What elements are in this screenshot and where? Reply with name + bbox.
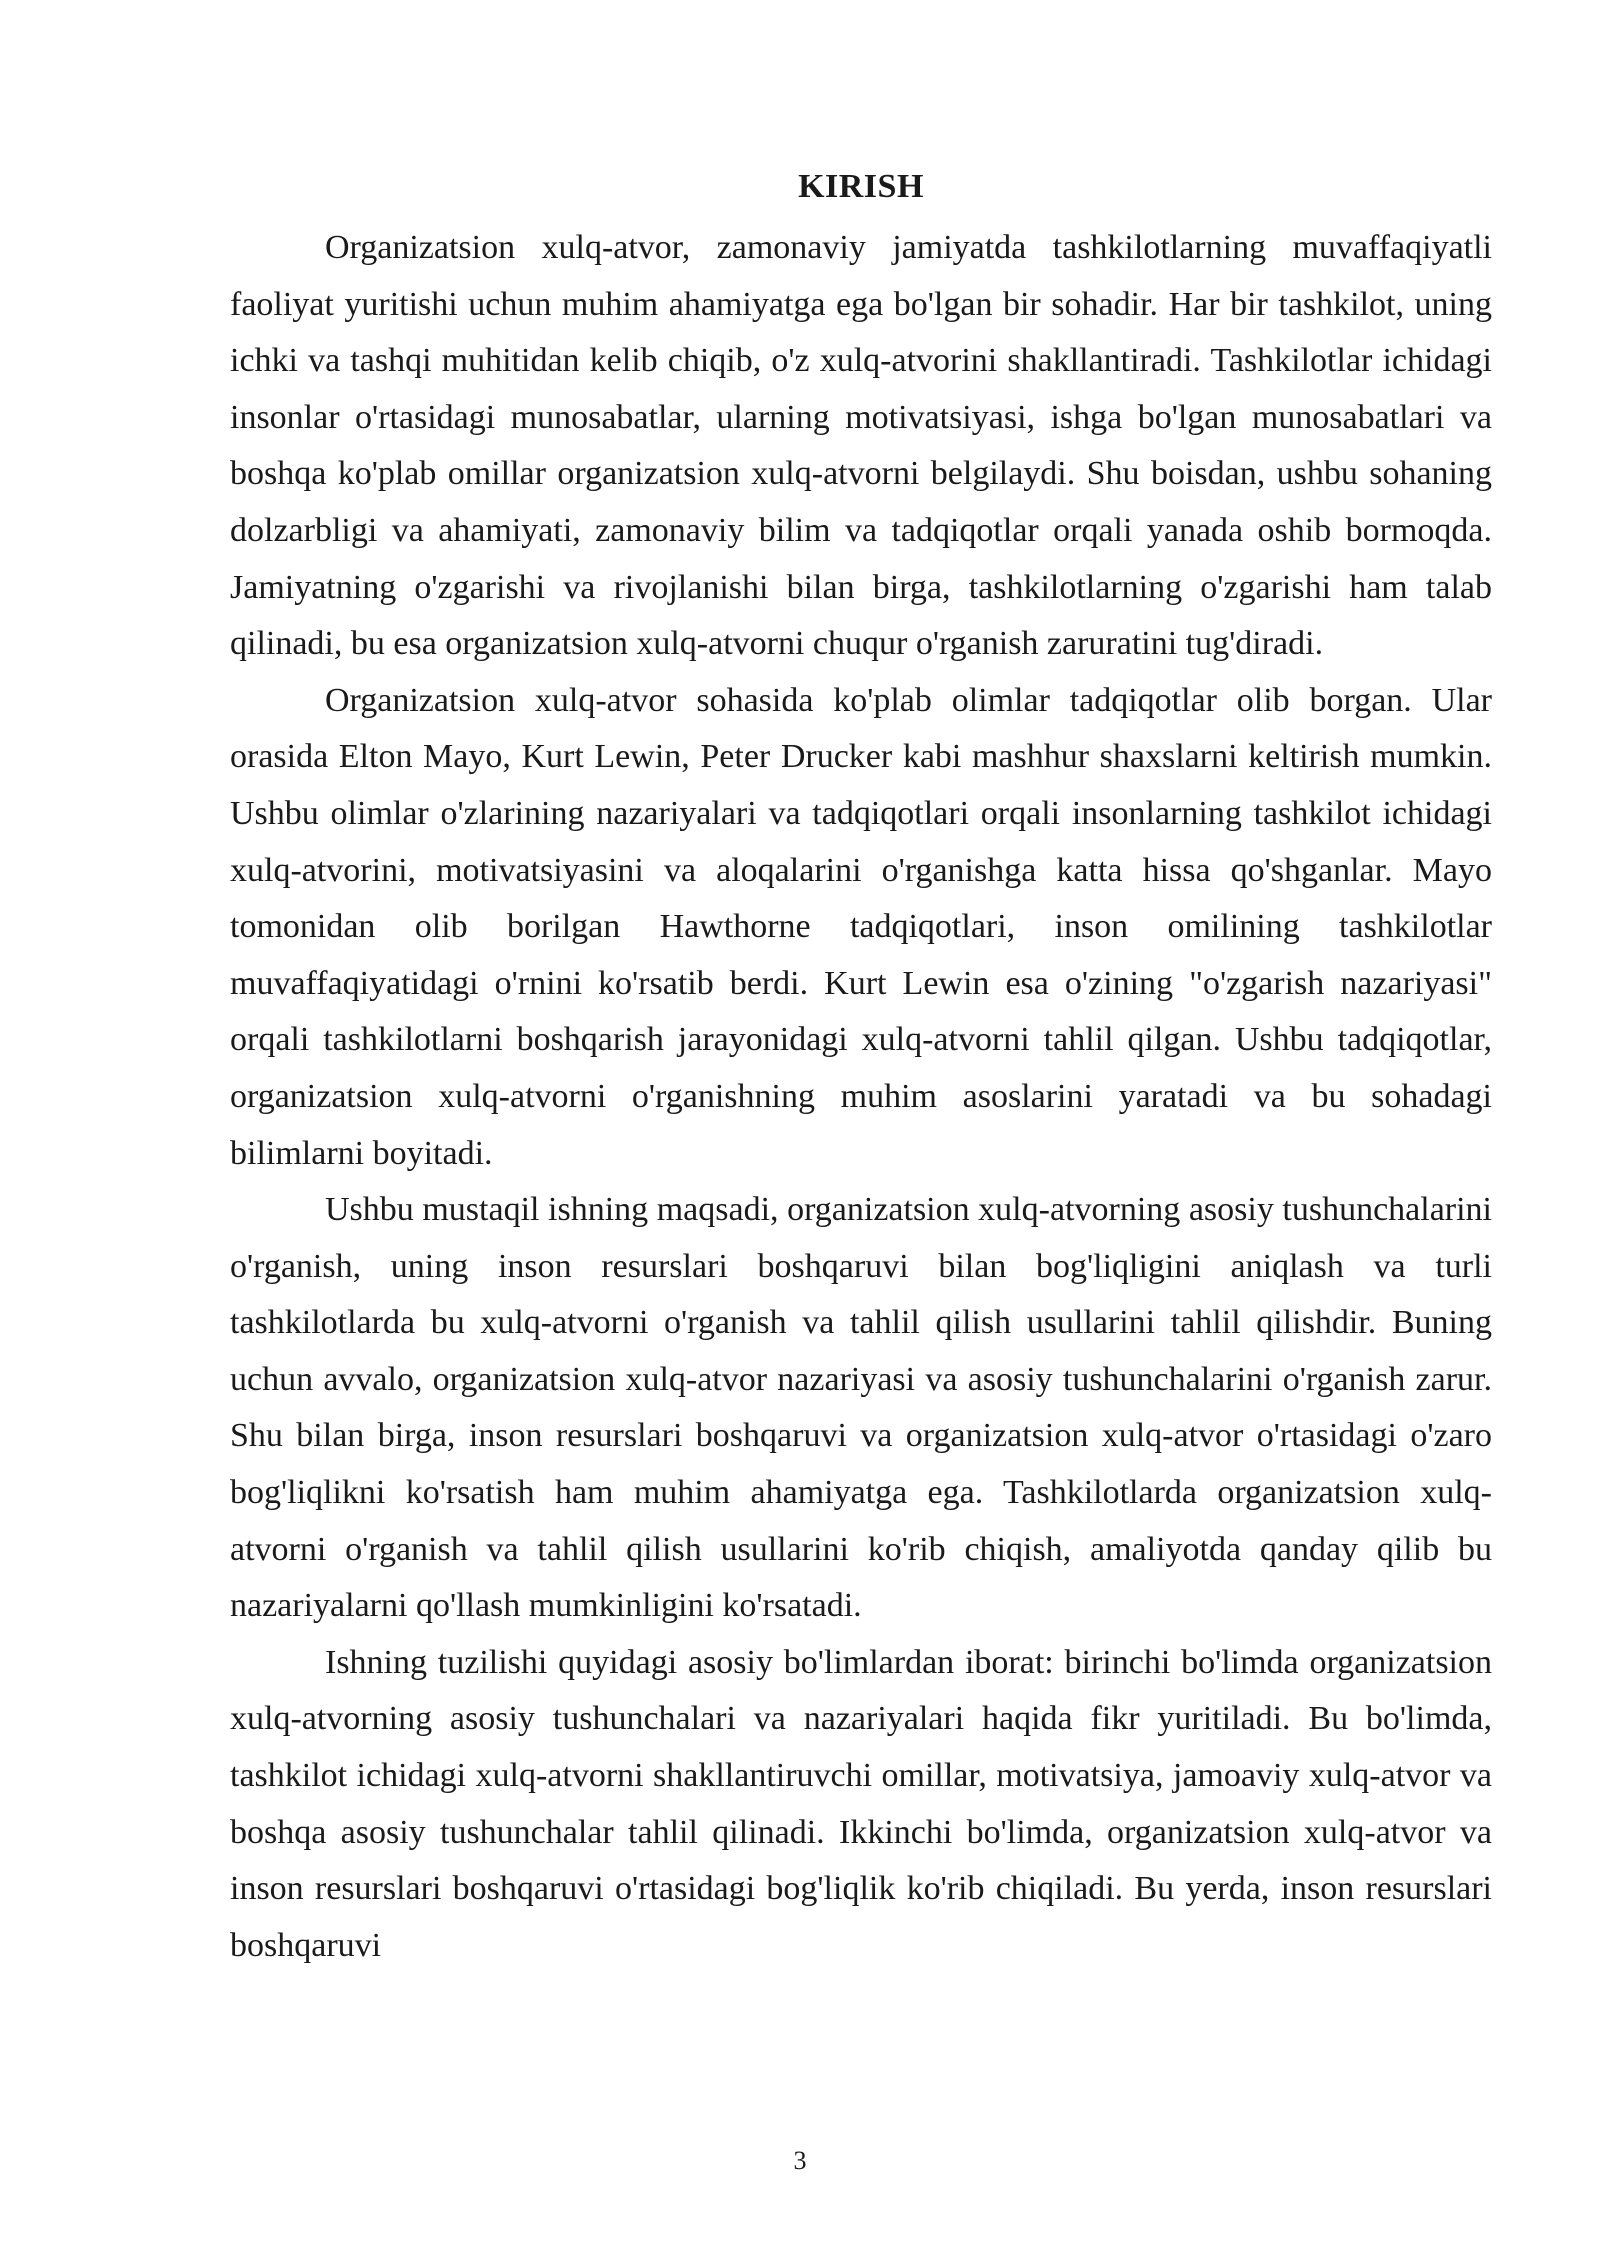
page-number: 3 xyxy=(793,2146,807,2175)
paragraph-2: Organizatsion xulq-atvor sohasida ko'plab olimlar tadqiqotlar olib borgan. Ular orasida Elton Mayo, Kurt Lewin, Peter Drucker kabi mashhur shaxslarni keltirish mumkin. Ushbu olimlar o'zlarining nazariyalari va tadqiqotlari orqali insonlarning tashkilot ichidagi xulq-atvorini, motivatsiyasini va aloqalarini o'rganishga katta hissa qo'shganlar. Mayo tomonidan olib borilgan Hawthorne tadqiqotlari, inson omilining tashkilotlar muvaffaqiyatidagi o'rnini ko'rsatib berdi. Kurt Lewin esa o'zining "o'zgarish nazariyasi" orqali tashkilotlarni boshqarish jarayonidagi xulq-atvorni tahlil qilgan. Ushbu tadqiqotlar, organizatsion xulq-atvorni o'rganishning muhim asoslarini yaratadi va bu sohadagi bilimlarni boyitadi. xyxy=(230,681,1492,1172)
page-content xyxy=(230,162,1492,1974)
paragraph-1: Organizatsion xulq-atvor, zamonaviy jamiyatda tashkilotlarning muvaffaqiyatli faoliyat yuritishi uchun muhim ahamiyatga ega bo'lgan bir sohadir. Har bir tashkilot, uning ichki va tashqi muhitidan kelib chiqib, o'z xulq-atvorini shakllantiradi. Tashkilotlar ichidagi insonlar o'rtasidagi munosabatlar, ularning motivatsiyasi, ishga bo'lgan munosabatlari va boshqa ko'plab omillar organizatsion xulq-atvorni belgilaydi. Shu boisdan, ushbu sohaning dolzarbligi va ahamiyati, zamonaviy bilim va tadqiqotlar orqali yanada oshib bormoqda. Jamiyatning o'zgarishi va rivojlanishi bilan birga, tashkilotlarning o'zgarishi ham talab qilinadi, bu esa organizatsion xulq-atvorni chuqur o'rganish zaruratini tug'diradi. xyxy=(230,229,1492,663)
section-title: KIRISH xyxy=(798,168,924,205)
paragraph-3: Ushbu mustaqil ishning maqsadi, organizatsion xulq-atvorning asosiy tushunchalarini o'rganish, uning inson resurslari boshqaruvi bilan bog'liqligini aniqlash va turli tashkilotlarda bu xulq-atvorni o'rganish va tahlil qilish usullarini tahlil qilishdir. Buning uchun avvalo, organizatsion xulq-atvor nazariyasi va asosiy tushunchalarini o'rganish zarur. Shu bilan birga, inson resurslari boshqaruvi va organizatsion xulq-atvor o'rtasidagi o'zaro bog'liqlikni ko'rsatish ham muhim ahamiyatga ega. Tashkilotlarda organizatsion xulq-atvorni o'rganish va tahlil qilish usullarini ko'rib chiqish, amaliyotda qanday qilib bu nazariyalarni qo'llash mumkinligini ko'rsatadi. xyxy=(230,1191,1492,1625)
paragraph-4: Ishning tuzilishi quyidagi asosiy bo'limlardan iborat: birinchi bo'limda organizatsion xulq-atvorning asosiy tushunchalari va nazariyalari haqida fikr yuritiladi. Bu bo'limda, tashkilot ichidagi xulq-atvorni shakllantiruvchi omillar, motivatsiya, jamoaviy xulq-atvor va boshqa asosiy tushunchalar tahlil qilinadi. Ikkinchi bo'limda, organizatsion xulq-atvor va inson resurslari boshqaruvi o'rtasidagi bog'liqlik ko'rib chiqiladi. Bu yerda, inson resurslari boshqaruvi xyxy=(230,1643,1492,1964)
